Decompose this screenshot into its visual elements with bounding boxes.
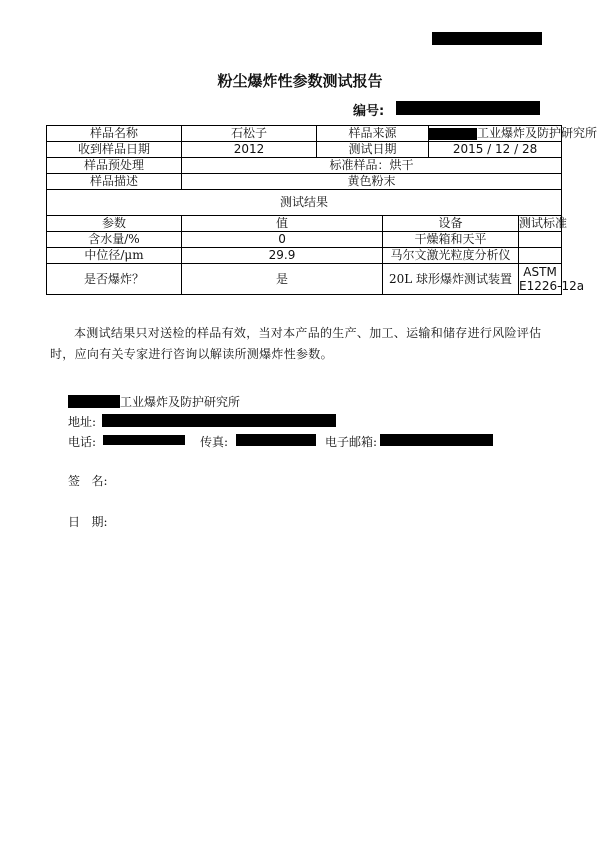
equipment-cell: 马尔文激光粒度分析仪 (383, 248, 519, 264)
document-title: 粉尘爆炸性参数测试报告 (217, 72, 383, 90)
test-date-label: 测试日期 (317, 142, 429, 158)
table-row (47, 232, 562, 248)
table-row (47, 158, 562, 174)
signature-label: 签 名: (68, 474, 108, 488)
report-number-label: 编号: (353, 104, 385, 119)
pretreatment-label: 样品预处理 (47, 158, 182, 174)
table-row (47, 142, 562, 158)
disclaimer-note: 本测试结果只对送检的样品有效，当对本产品的生产、加工、运输和储存进行风险评估时，应向有关专家进行咨询以解读所测爆炸性参数。 (50, 326, 542, 361)
equipment-cell: 干燥箱和天平 (383, 232, 519, 248)
table-row (47, 126, 562, 142)
redacted-institution-name (68, 395, 120, 408)
equipment-header: 设备 (383, 216, 519, 232)
sample-source-label: 样品来源 (317, 126, 429, 142)
param-cell: 是否爆炸？ (47, 264, 182, 295)
test-date-value: 2015 / 12 / 28 (429, 142, 562, 158)
value-cell: 0 (182, 232, 383, 248)
table-row (47, 248, 562, 264)
institution-name: 工业爆炸及防护研究所 (120, 395, 241, 409)
sample-name-label: 样品名称 (47, 126, 182, 142)
pretreatment-value: 标准样品：烘干 (182, 158, 562, 174)
date-label: 日 期: (68, 515, 108, 529)
redacted-institution-prefix (429, 128, 477, 140)
redacted-email (380, 434, 493, 446)
received-date-value: 2012 (182, 142, 317, 158)
received-date-label: 收到样品日期 (47, 142, 182, 158)
table-row (47, 174, 562, 190)
standard-cell: ASTM E1226-12a (519, 265, 585, 293)
table-row (47, 264, 562, 295)
standard-cell (519, 248, 562, 264)
redacted-phone (103, 435, 185, 445)
param-header: 参数 (47, 216, 182, 232)
standard-header: 测试标准 (519, 216, 568, 230)
value-cell: 29.9 (182, 248, 383, 264)
value-cell: 是 (182, 264, 383, 295)
description-value: 黄色粉末 (182, 174, 562, 190)
phone-label: 电话: (68, 435, 97, 449)
redacted-report-number (396, 101, 540, 115)
equipment-cell: 20L 球形爆炸测试装置 (383, 264, 519, 295)
value-header: 值 (182, 216, 383, 232)
sample-source-value: 工业爆炸及防护研究所 (429, 126, 562, 142)
fax-label: 传真: (200, 435, 229, 449)
description-label: 样品描述 (47, 174, 182, 190)
sample-name-value: 石松子 (182, 126, 317, 142)
results-section-title: 测试结果 (47, 190, 562, 216)
table-row (47, 216, 562, 232)
address-label: 地址: (68, 415, 97, 429)
redacted-address (102, 414, 336, 427)
email-label: 电子邮箱: (325, 435, 378, 449)
redacted-fax (236, 434, 316, 446)
redacted-header-block (432, 32, 542, 45)
param-cell: 中位径/μm (47, 248, 182, 264)
table-row (47, 190, 562, 216)
sample-info-table (46, 125, 598, 295)
standard-cell (519, 232, 562, 248)
param-cell: 含水量/% (47, 232, 182, 248)
